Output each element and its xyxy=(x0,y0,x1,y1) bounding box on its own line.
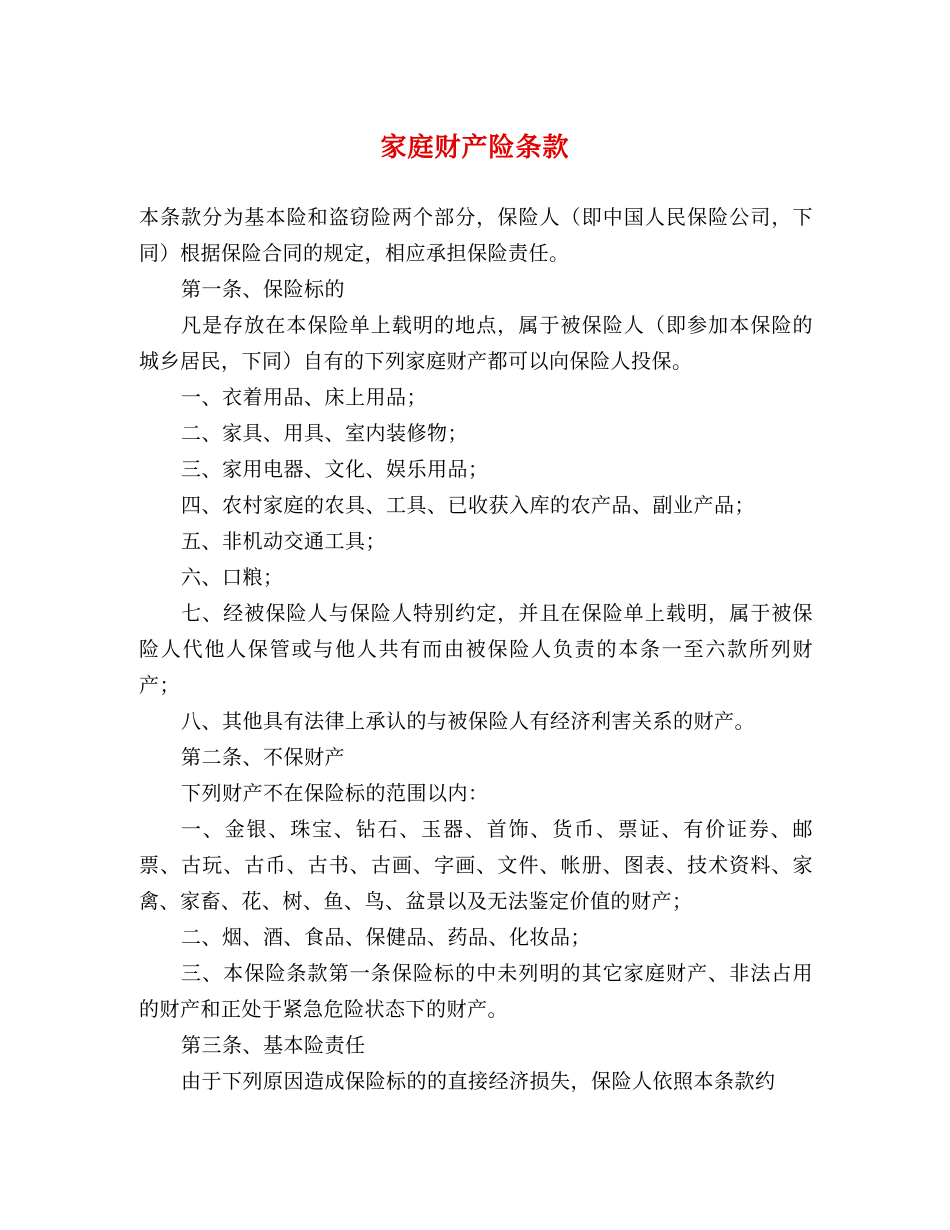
document-body xyxy=(139,199,813,1099)
paragraph: 六、口粮； xyxy=(181,565,284,589)
paragraph: 由于下列原因造成保险标的的直接经济损失，保险人依照本条款约 xyxy=(181,1069,776,1093)
paragraph: 二、家具、用具、室内装修物； xyxy=(181,421,468,445)
paragraph: 一、衣着用品、床上用品； xyxy=(181,385,427,409)
paragraph: 下列财产不在保险标的范围以内： xyxy=(181,781,489,805)
paragraph: 四、农村家庭的农具、工具、已收获入库的农产品、副业产品； xyxy=(181,493,755,517)
paragraph: 第三条、基本险责任 xyxy=(181,1033,366,1057)
document-title: 家庭财产险条款 xyxy=(380,133,570,163)
paragraph: 凡是存放在本保险单上载明的地点，属于被保险人（即参加本保险的城乡居民，下同）自有的下列家庭财产都可以向保险人投保。 xyxy=(139,313,813,373)
paragraph: 五、非机动交通工具； xyxy=(181,529,386,553)
paragraph: 二、烟、酒、食品、保健品、药品、化妆品； xyxy=(181,925,591,949)
paragraph: 七、经被保险人与保险人特别约定，并且在保险单上载明，属于被保险人代他人保管或与他人共有而由被保险人负责的本条一至六款所列财产； xyxy=(139,601,813,697)
paragraph: 三、本保险条款第一条保险标的中未列明的其它家庭财产、非法占用的财产和正处于紧急危险状态下的财产。 xyxy=(139,961,813,1021)
paragraph: 三、家用电器、文化、娱乐用品； xyxy=(181,457,489,481)
paragraph: 八、其他具有法律上承认的与被保险人有经济利害关系的财产。 xyxy=(181,709,755,733)
paragraph: 第二条、不保财产 xyxy=(181,745,345,769)
paragraph: 一、金银、珠宝、钻石、玉器、首饰、货币、票证、有价证券、邮票、古玩、古币、古书、古画、字画、文件、帐册、图表、技术资料、家禽、家畜、花、树、鱼、鸟、盆景以及无法鉴定价值的财产； xyxy=(139,817,813,913)
paragraph: 第一条、保险标的 xyxy=(181,277,345,301)
paragraph: 本条款分为基本险和盗窃险两个部分，保险人（即中国人民保险公司，下同）根据保险合同的规定，相应承担保险责任。 xyxy=(139,205,813,265)
